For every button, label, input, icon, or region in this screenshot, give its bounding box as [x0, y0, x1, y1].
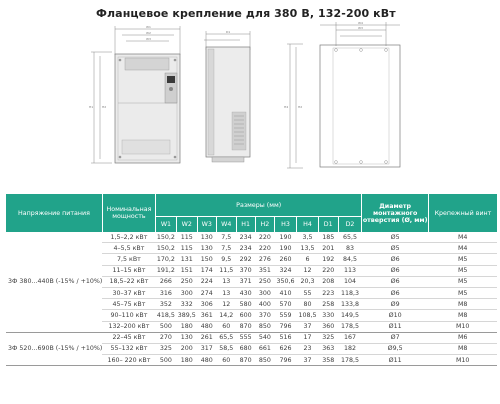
table-cell: 796 — [274, 321, 296, 332]
table-cell: 192 — [318, 254, 338, 265]
table-cell: 306 — [197, 299, 216, 310]
table-cell: 325 — [156, 343, 177, 354]
table-cell: 316 — [156, 287, 177, 298]
table-cell: 570 — [274, 299, 296, 310]
table-cell: 360 — [318, 321, 338, 332]
table-cell: M5 — [428, 276, 497, 287]
table-cell: 559 — [274, 310, 296, 321]
table-cell: 12 — [216, 299, 236, 310]
table-cell: 500 — [156, 355, 177, 366]
table-cell: 13,5 — [297, 243, 319, 254]
power-cell: 55–132 кВт — [102, 343, 155, 354]
table-cell: 151 — [176, 265, 197, 276]
table-cell: 12 — [297, 265, 319, 276]
table-cell: 190 — [274, 232, 296, 243]
table-cell: 250 — [255, 276, 274, 287]
table-cell: 150 — [197, 254, 216, 265]
table-cell: 500 — [156, 321, 177, 332]
table-cell: 55 — [297, 287, 319, 298]
table-cell: Ø9,5 — [362, 343, 429, 354]
table-cell: M4 — [428, 232, 497, 243]
table-cell: 410 — [274, 287, 296, 298]
table-cell: 363 — [318, 343, 338, 354]
header-dimensions: Размеры (мм) — [156, 194, 362, 217]
table-cell: 14,2 — [216, 310, 236, 321]
table-cell: Ø11 — [362, 321, 429, 332]
drawings-svg — [0, 0, 500, 190]
power-cell: 1,5–2,2 кВт — [102, 232, 155, 243]
table-cell: 178,5 — [338, 355, 362, 366]
table-cell: 418,5 — [156, 310, 177, 321]
table-cell: 370 — [255, 310, 274, 321]
table-cell: 274 — [197, 287, 216, 298]
table-cell: 170,2 — [156, 254, 177, 265]
table-cell: Ø5 — [362, 243, 429, 254]
table-cell: 220 — [255, 232, 274, 243]
table-cell: 324 — [274, 265, 296, 276]
table-cell: 389,5 — [176, 310, 197, 321]
table-cell: 223 — [318, 287, 338, 298]
table-cell: M4 — [428, 243, 497, 254]
table-cell: 130 — [197, 232, 216, 243]
table-cell: Ø9 — [362, 299, 429, 310]
power-cell: 132–200 кВт — [102, 321, 155, 332]
table-cell: 65,5 — [216, 332, 236, 343]
table-cell: Ø6 — [362, 265, 429, 276]
table-row — [6, 232, 497, 243]
table-cell: 224 — [197, 276, 216, 287]
table-cell: 130 — [176, 332, 197, 343]
table-cell: M10 — [428, 321, 497, 332]
table-cell: 220 — [318, 265, 338, 276]
table-cell: 351 — [255, 265, 274, 276]
voltage-group-label: 3Ф 520...690В (-15% / +10%) — [6, 332, 102, 366]
table-cell: 430 — [236, 287, 255, 298]
dim-label-d1: D1 — [226, 30, 231, 34]
table-cell: 276 — [255, 254, 274, 265]
table-cell: 104 — [338, 276, 362, 287]
dim-label-w3b: W3 — [358, 26, 363, 30]
table-cell: 115 — [176, 232, 197, 243]
dim-label-w3: W3 — [146, 37, 151, 41]
table-cell: 180 — [176, 321, 197, 332]
table-cell: 350,6 — [274, 276, 296, 287]
table-cell: 180 — [176, 355, 197, 366]
table-cell: 330 — [318, 310, 338, 321]
table-cell: M8 — [428, 310, 497, 321]
table-cell: 325 — [318, 332, 338, 343]
table-cell: 796 — [274, 355, 296, 366]
spec-table-body — [6, 232, 497, 366]
table-cell: 60 — [216, 355, 236, 366]
table-cell: 208 — [318, 276, 338, 287]
side-view — [206, 47, 250, 162]
power-cell: 30–37 кВт — [102, 287, 155, 298]
table-cell: 113 — [338, 265, 362, 276]
table-cell: 555 — [236, 332, 255, 343]
table-cell: Ø7 — [362, 332, 429, 343]
table-cell: Ø11 — [362, 355, 429, 366]
table-cell: 540 — [255, 332, 274, 343]
power-cell: 4–5,5 кВт — [102, 243, 155, 254]
table-cell: 7,5 — [216, 232, 236, 243]
header-voltage: Напряжение питания — [6, 194, 102, 232]
table-cell: 201 — [318, 243, 338, 254]
dim-label-h4: H4 — [284, 105, 289, 109]
table-cell: 178,5 — [338, 321, 362, 332]
table-cell: 361 — [197, 310, 216, 321]
power-cell: 7,5 кВт — [102, 254, 155, 265]
table-cell: 400 — [255, 299, 274, 310]
header-d1: D1 — [318, 217, 338, 233]
table-cell: 680 — [236, 343, 255, 354]
table-cell: 37 — [297, 321, 319, 332]
table-cell: 850 — [255, 355, 274, 366]
table-cell: 37 — [297, 355, 319, 366]
header-power: Номинальная мощность — [102, 194, 155, 232]
header-screw: Крепежный винт — [428, 194, 497, 232]
header-h3: H3 — [274, 217, 296, 233]
table-cell: 292 — [236, 254, 255, 265]
header-w3: W3 — [197, 217, 216, 233]
table-cell: 258 — [318, 299, 338, 310]
table-cell: Ø6 — [362, 254, 429, 265]
table-cell: 850 — [255, 321, 274, 332]
table-cell: 870 — [236, 355, 255, 366]
table-cell: 133,8 — [338, 299, 362, 310]
table-cell: 149,5 — [338, 310, 362, 321]
table-cell: 9,5 — [216, 254, 236, 265]
header-d2: D2 — [338, 217, 362, 233]
table-cell: 480 — [197, 321, 216, 332]
table-cell: 23 — [297, 343, 319, 354]
table-cell: 190 — [274, 243, 296, 254]
table-cell: 182 — [338, 343, 362, 354]
table-cell: 60 — [216, 321, 236, 332]
dimension-drawings — [0, 0, 500, 190]
table-cell: 626 — [274, 343, 296, 354]
table-cell: 261 — [197, 332, 216, 343]
dim-label-w1: W1 — [146, 25, 151, 29]
table-cell: 191,2 — [156, 265, 177, 276]
table-cell: 260 — [274, 254, 296, 265]
table-cell: 3,5 — [297, 232, 319, 243]
table-cell: 11,5 — [216, 265, 236, 276]
table-cell: 234 — [236, 232, 255, 243]
power-cell: 45–75 кВт — [102, 299, 155, 310]
table-cell: Ø5 — [362, 232, 429, 243]
dim-label-h2b: H2 — [298, 105, 303, 109]
table-cell: M8 — [428, 299, 497, 310]
table-cell: 185 — [318, 232, 338, 243]
table-cell: 108,5 — [297, 310, 319, 321]
header-w1: W1 — [156, 217, 177, 233]
table-cell: 266 — [156, 276, 177, 287]
table-cell: 200 — [176, 343, 197, 354]
table-cell: 870 — [236, 321, 255, 332]
dim-label-h2: H2 — [102, 105, 107, 109]
table-cell: 84,5 — [338, 254, 362, 265]
table-cell: 358 — [318, 355, 338, 366]
table-cell: 65,5 — [338, 232, 362, 243]
table-cell: 150,2 — [156, 243, 177, 254]
page-title: Фланцевое крепление для 380 В, 132-200 кВт — [96, 7, 396, 20]
table-cell: 150,2 — [156, 232, 177, 243]
power-cell: 11–15 кВт — [102, 265, 155, 276]
table-cell: 371 — [236, 276, 255, 287]
table-row — [6, 332, 497, 343]
table-cell: Ø6 — [362, 276, 429, 287]
table-cell: 332 — [176, 299, 197, 310]
header-h2: H2 — [255, 217, 274, 233]
table-cell: 600 — [236, 310, 255, 321]
table-cell: M5 — [428, 287, 497, 298]
power-cell: 160– 220 кВт — [102, 355, 155, 366]
table-cell: M6 — [428, 332, 497, 343]
header-h1: H1 — [236, 217, 255, 233]
table-cell: 83 — [338, 243, 362, 254]
table-cell: Ø6 — [362, 287, 429, 298]
table-cell: 167 — [338, 332, 362, 343]
table-cell: 7,5 — [216, 243, 236, 254]
table-cell: 118,3 — [338, 287, 362, 298]
table-cell: 317 — [197, 343, 216, 354]
table-cell: M8 — [428, 343, 497, 354]
table-cell: 580 — [236, 299, 255, 310]
table-cell: M10 — [428, 355, 497, 366]
table-cell: 6 — [297, 254, 319, 265]
dim-label-w4: W4 — [358, 21, 363, 25]
spec-table — [6, 194, 497, 366]
power-cell: 22–45 кВт — [102, 332, 155, 343]
header-w2: W2 — [176, 217, 197, 233]
table-cell: 13 — [216, 276, 236, 287]
table-cell: 220 — [255, 243, 274, 254]
table-cell: 115 — [176, 243, 197, 254]
table-cell: 234 — [236, 243, 255, 254]
table-cell: 130 — [197, 243, 216, 254]
table-cell: 516 — [274, 332, 296, 343]
table-cell: 270 — [156, 332, 177, 343]
table-cell: 300 — [176, 287, 197, 298]
table-cell: 370 — [236, 265, 255, 276]
table-cell: M5 — [428, 254, 497, 265]
table-cell: 80 — [297, 299, 319, 310]
table-cell: 17 — [297, 332, 319, 343]
table-cell: 131 — [176, 254, 197, 265]
front-view — [115, 54, 180, 163]
header-h4: H4 — [297, 217, 319, 233]
header-w4: W4 — [216, 217, 236, 233]
table-cell: 661 — [255, 343, 274, 354]
table-cell: 58,5 — [216, 343, 236, 354]
header-hole-diameter: Диаметр монтажного отверстия (Ø, мм) — [362, 194, 429, 232]
power-cell: 90–110 кВт — [102, 310, 155, 321]
table-cell: 352 — [156, 299, 177, 310]
dim-label-h1: H1 — [89, 105, 94, 109]
table-cell: 174 — [197, 265, 216, 276]
table-cell: Ø10 — [362, 310, 429, 321]
table-cell: 13 — [216, 287, 236, 298]
flange-view — [320, 45, 400, 167]
table-cell: 250 — [176, 276, 197, 287]
power-cell: 18,5–22 кВт — [102, 276, 155, 287]
voltage-group-label: 3Ф 380...440В (-15% / +10%) — [6, 232, 102, 332]
table-cell: 480 — [197, 355, 216, 366]
table-cell: 300 — [255, 287, 274, 298]
table-cell: M5 — [428, 265, 497, 276]
dim-label-w2: W2 — [146, 31, 151, 35]
table-cell: 20,3 — [297, 276, 319, 287]
